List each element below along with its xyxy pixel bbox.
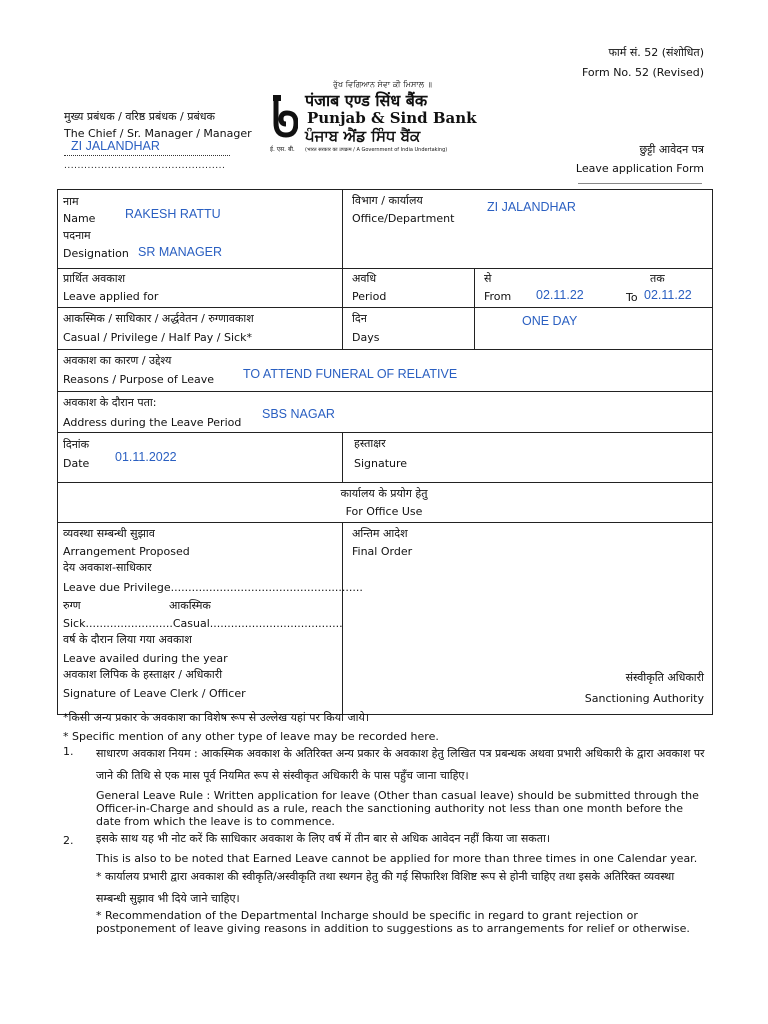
from-date-value[interactable]: 02.11.22 <box>536 288 584 302</box>
reason-label: Reasons / Purpose of Leave <box>63 373 214 386</box>
name-value[interactable]: RAKESH RATTU <box>125 207 221 221</box>
sanctioning-authority: Sanctioning Authority <box>584 692 704 705</box>
note-1-number: 1. <box>63 745 74 758</box>
designation-value[interactable]: SR MANAGER <box>138 245 223 259</box>
designation-label-hindi: पदनाम <box>63 229 91 242</box>
bank-logo-icon <box>270 93 298 143</box>
note-2-number: 2. <box>63 834 74 847</box>
from-label-hindi: से <box>484 272 492 285</box>
designation-label: Designation <box>63 247 129 260</box>
bank-motto: ਰੁੱਖ ਵਿਗਿਆਨ ਸੇਵਾ ਕੀ ਮਿਸਾਲ ॥ <box>333 80 432 89</box>
address-label: Address during the Leave Period <box>63 416 242 429</box>
period-label: Period <box>352 290 387 303</box>
note-2-hindi: इसके साथ यह भी नोट करें कि साधिकार अवकाश के लिए वर्ष में तीन बार से अधिक आवेदन नहीं किया जा सकता। <box>96 832 551 845</box>
bank-name-hindi: पंजाब एण्ड सिंध बैंक <box>305 91 428 110</box>
days-label: Days <box>352 331 380 344</box>
form-number: Form No. 52 (Revised) <box>581 66 704 79</box>
reason-label-hindi: अवकाश का कारण / उद्देश्य <box>63 354 172 367</box>
title-rule <box>578 183 702 184</box>
logo-caption: ई. एस. बी. <box>270 146 295 153</box>
addressee: The Chief / Sr. Manager / Manager <box>64 127 252 140</box>
addressee-value[interactable]: ZI JALANDHAR <box>71 139 160 153</box>
sanctioning-authority-hindi: संस्वीकृति अधिकारी <box>625 671 704 684</box>
to-label-hindi: तक <box>650 272 665 285</box>
final-order-label: Final Order <box>352 545 413 558</box>
note-specific-hindi: *किसी अन्य प्रकार के अवकाश का विशेष रूप से उल्लेख यहां पर किया जाये। <box>63 711 370 724</box>
leave-applied-label-hindi: प्रार्थित अवकाश <box>63 272 126 285</box>
name-label: Name <box>63 212 96 225</box>
reason-value[interactable]: TO ATTEND FUNERAL OF RELATIVE <box>243 367 458 381</box>
days-label-hindi: दिन <box>352 312 367 325</box>
form-number-hindi: फार्म सं. 52 (संशोधित) <box>608 46 704 59</box>
date-value[interactable]: 01.11.2022 <box>115 450 177 464</box>
note-specific: * Specific mention of any other type of leave may be recorded here. <box>63 730 439 743</box>
date-label-hindi: दिनांक <box>63 438 90 451</box>
office-use-heading: For Office Use <box>345 505 423 518</box>
addressee-hindi: मुख्य प्रबंधक / वरिष्ठ प्रबंधक / प्रबंधक <box>64 110 215 123</box>
leave-clerk-label-hindi: अवकाश लिपिक के हस्ताक्षर / अधिकारी <box>63 668 223 681</box>
bank-tagline: (भारत सरकार का उपक्रम / A Government of India Undertaking) <box>305 147 448 153</box>
form-title-hindi: छुट्टी आवेदन पत्र <box>639 143 704 156</box>
sick-casual-line: Sick.........................Casual...................................... <box>63 617 343 630</box>
note-2: This is also to be noted that Earned Leave cannot be applied for more than three times in one Calendar year. <box>96 852 698 865</box>
department-label: Office/Department <box>352 212 455 225</box>
casual-label-hindi: आकस्मिक <box>169 599 211 612</box>
address-label-hindi: अवकाश के दौरान पता: <box>63 396 157 409</box>
name-label-hindi: नाम <box>63 195 79 208</box>
note-1-hindi: साधारण अवकाश नियम : आकस्मिक अवकाश के अतिरिक्त अन्य प्रकार के अवकाश हेतु लिखित पत्र प्रबन्धक अथवा प्रभारी अधिकारी के द्वारा अवकाश पर जाने की तिथि से एक मास पूर्व नियमित रूप से संस्वीकृत अधिकारी के पास पहुँच जाना चाहिए। <box>96 747 705 782</box>
arrangement-label-hindi: व्यवस्था सम्बन्धी सुझाव <box>63 527 155 540</box>
signature-label-hindi: हस्ताक्षर <box>354 437 386 450</box>
department-label-hindi: विभाग / कार्यालय <box>352 194 423 207</box>
leave-types-label: Casual / Privilege / Half Pay / Sick* <box>63 331 252 344</box>
leave-due-privilege: Leave due Privilege....................................................... <box>63 581 363 594</box>
leave-availed-label: Leave availed during the year <box>63 652 228 665</box>
office-use-heading-hindi: कार्यालय के प्रयोग हेतु <box>340 487 428 500</box>
period-label-hindi: अवधि <box>352 272 377 285</box>
bank-name: Punjab & Sind Bank <box>307 109 477 127</box>
from-label: From <box>484 290 512 303</box>
sick-label-hindi: रुग्ण <box>63 599 81 612</box>
note-3: * Recommendation of the Departmental Incharge should be specific in regard to grant rejection or postponement of leave giving reasons in addition to suggestions as to arrangements for relief or otherwise. <box>96 909 690 935</box>
bank-name-punjabi: ਪੰਜਾਬ ਐਂਡ ਸਿੰਧ ਬੈਂਕ <box>305 127 421 145</box>
note-1: General Leave Rule : Written application for leave (Other than casual leave) should be submitted through the Officer-in-Charge and should as a rule, reach the sanctioning authority not less than one month before the date from which the leave is to commence. <box>96 789 699 828</box>
leave-applied-label: Leave applied for <box>63 290 159 303</box>
to-label: To <box>626 291 638 304</box>
leave-availed-label-hindi: वर्ष के दौरान लिया गया अवकाश <box>63 633 192 646</box>
final-order-label-hindi: अन्तिम आदेश <box>352 527 408 540</box>
to-date-value[interactable]: 02.11.22 <box>644 288 692 302</box>
leave-clerk-label: Signature of Leave Clerk / Officer <box>63 687 246 700</box>
addressee-blank-line: ................................................ <box>64 161 226 171</box>
arrangement-label: Arrangement Proposed <box>63 545 190 558</box>
leave-due-label-hindi: देय अवकाश-साधिकार <box>63 561 152 574</box>
department-value[interactable]: ZI JALANDHAR <box>487 200 576 214</box>
form-title: Leave application Form <box>575 162 704 175</box>
days-value[interactable]: ONE DAY <box>522 314 578 328</box>
note-3-hindi: * कार्यालय प्रभारी द्वारा अवकाश की स्वीकृति/अस्वीकृति तथा स्थगन हेतु की गई सिफारिश विशिष्ट रूप से होनी चाहिए तथा इसके अतिरिक्त व्यवस्था सम्बन्धी सुझाव भी दिये जाने चाहिए। <box>96 870 675 905</box>
date-label: Date <box>63 457 90 470</box>
address-value[interactable]: SBS NAGAR <box>262 407 335 421</box>
leave-types-label-hindi: आकस्मिक / साधिकार / अर्द्धवेतन / रुग्णावकाश <box>63 312 254 325</box>
signature-label: Signature <box>354 457 408 470</box>
